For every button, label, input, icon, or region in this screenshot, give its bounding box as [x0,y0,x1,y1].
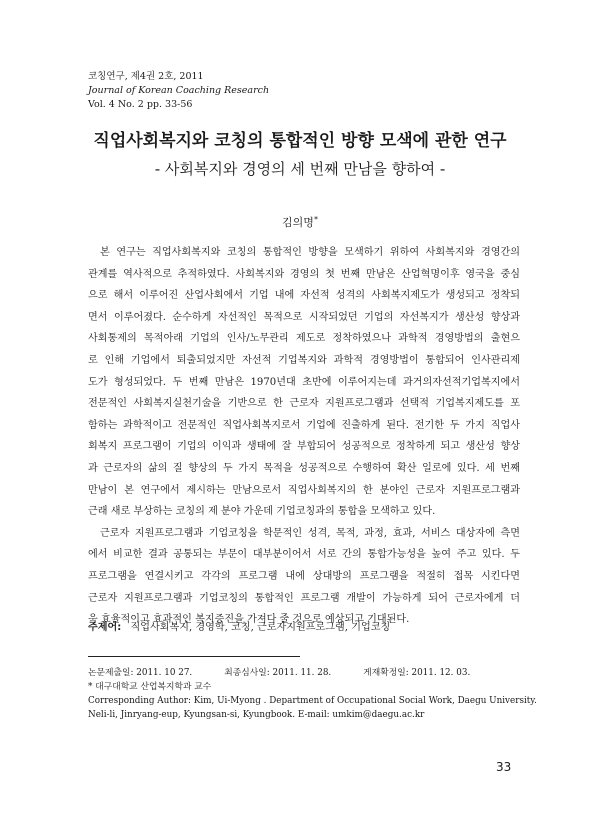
abstract-line: 만남이 본 연구에서 제시하는 만남으로서 직업사회복지의 한 분야인 근로자 지원프로그램과 [88,484,520,496]
abstract-line: 근로자 지원프로그램과 기업코칭의 통합적인 프로그램 개발이 가능하게 되어 근로자에게 더 [88,592,520,604]
abstract [88,242,520,631]
author-footnote-mark: * [313,215,318,224]
journal-info [88,70,269,112]
abstract-line: 로 인해 기업에서 퇴출되었지만 자선적 기업복지와 과학적 경영방법이 통합되어 인사관리제 [88,354,520,366]
reviewed-date: 최종심사일: 2011. 11. 28. [224,668,332,678]
abstract-line: 면서 이루어졌다. 순수하게 자선적인 목적으로 시작되었던 기업의 자선복지가 생산성 향상과 [88,311,520,323]
author [0,214,600,230]
abstract-line: 관계를 역사적으로 추적하였다. 사회복지와 경영의 첫 번째 만남은 산업혁명이후 영국을 중심 [88,268,520,280]
journal-volume-pages: Vol. 4 No. 2 pp. 33-56 [88,99,193,110]
abstract-line: 근래 새로 부상하는 코칭의 제 분야 가운데 기업코칭과의 통합을 모색하고 있다. [88,506,436,518]
accepted-date: 게재확정일: 2011. 12. 03. [363,668,471,678]
abstract-line: 전문적인 사회복지실천기술을 기반으로 한 근로자 지원프로그램과 선택적 기업복지제도를 포 [88,398,520,410]
keywords-text: 직업사회복지, 경영학, 코칭, 근로자지원프로그램, 기업코칭 [130,622,391,633]
keywords [88,618,390,633]
paper-subtitle: - 사회복지와 경영의 세 번째 만남을 향하여 - [154,160,446,178]
page-number: 33 [496,760,512,774]
abstract-line: 에서 비교한 결과 공통되는 부문이 대부분이어서 서로 간의 통합가능성을 높여 주고 있다. 두 [88,549,520,561]
keywords-label: 주제어: [88,622,122,633]
corresponding-address: Neli-li, Jinryang-eup, Kyungsan-si, Kyungbook. E-mail: umkim@daegu.ac.kr [88,710,425,720]
abstract-line: 프로그램을 연결시키고 각각의 프로그램 내에 상대방의 프로그램을 적절히 접목 시킨다면 [88,570,520,582]
abstract-line: 함하는 과학적이고 전문적인 직업사회복지로서 기업에 진출하게 된다. 전기한 두 가지 직업사 [88,419,520,431]
abstract-line: 본 연구는 직업사회복지와 코칭의 통합적인 방향을 모색하기 위하여 사회복지와 경영간의 [100,247,520,258]
abstract-line: 으로 해서 이루어진 산업사회에서 기업 내에 자선적 성격의 사회복지제도가 생성되고 정착되 [88,290,520,302]
footnote-divider [88,656,300,657]
footnote-dates [88,666,520,680]
submitted-date: 논문제출일: 2011. 10 27. [88,668,193,678]
abstract-line: 도가 형성되었다. 두 번째 만남은 1970년대 초반에 이루어지는데 과거의자선적기업복지에서 [88,376,520,388]
paper-title: 직업사회복지와 코칭의 통합적인 방향 모색에 관한 연구 [93,131,507,151]
corresponding-author: Corresponding Author: Kim, Ui-Myong . Department of Occupational Social Work, Daegu University. [88,696,537,706]
journal-korean-citation: 코칭연구, 제4권 2호, 2011 [88,71,204,82]
footnote [88,666,537,722]
abstract-line: 근로자 지원프로그램과 기업코칭을 학문적인 성격, 목적, 과정, 효과, 서비스 대상자에 측면 [100,527,520,539]
abstract-line: 사회통제의 목적아래 기업의 인사/노무관리 제도로 정착하였으나 과학적 경영방법의 출현으 [88,333,520,345]
abstract-line: 회복지 프로그램이 기업의 이익과 생태에 잘 부합되어 성공적으로 정착하게 되고 생산성 향상 [88,441,520,453]
abstract-line: 욱 효율적이고 효과적인 복지증진을 가져다 줄 것으로 예상되고 기대된다. [88,614,410,626]
abstract-line: 과 근로자의 삶의 질 향상의 두 가지 목적을 성공적으로 수행하여 확산 일로에 있다. 세 번째 [88,462,520,474]
author-name: 김의명 [282,216,314,229]
journal-english-title: Journal of Korean Coaching Research [88,85,270,96]
author-affiliation: * 대구대학교 산업복지학과 교수 [88,682,212,692]
